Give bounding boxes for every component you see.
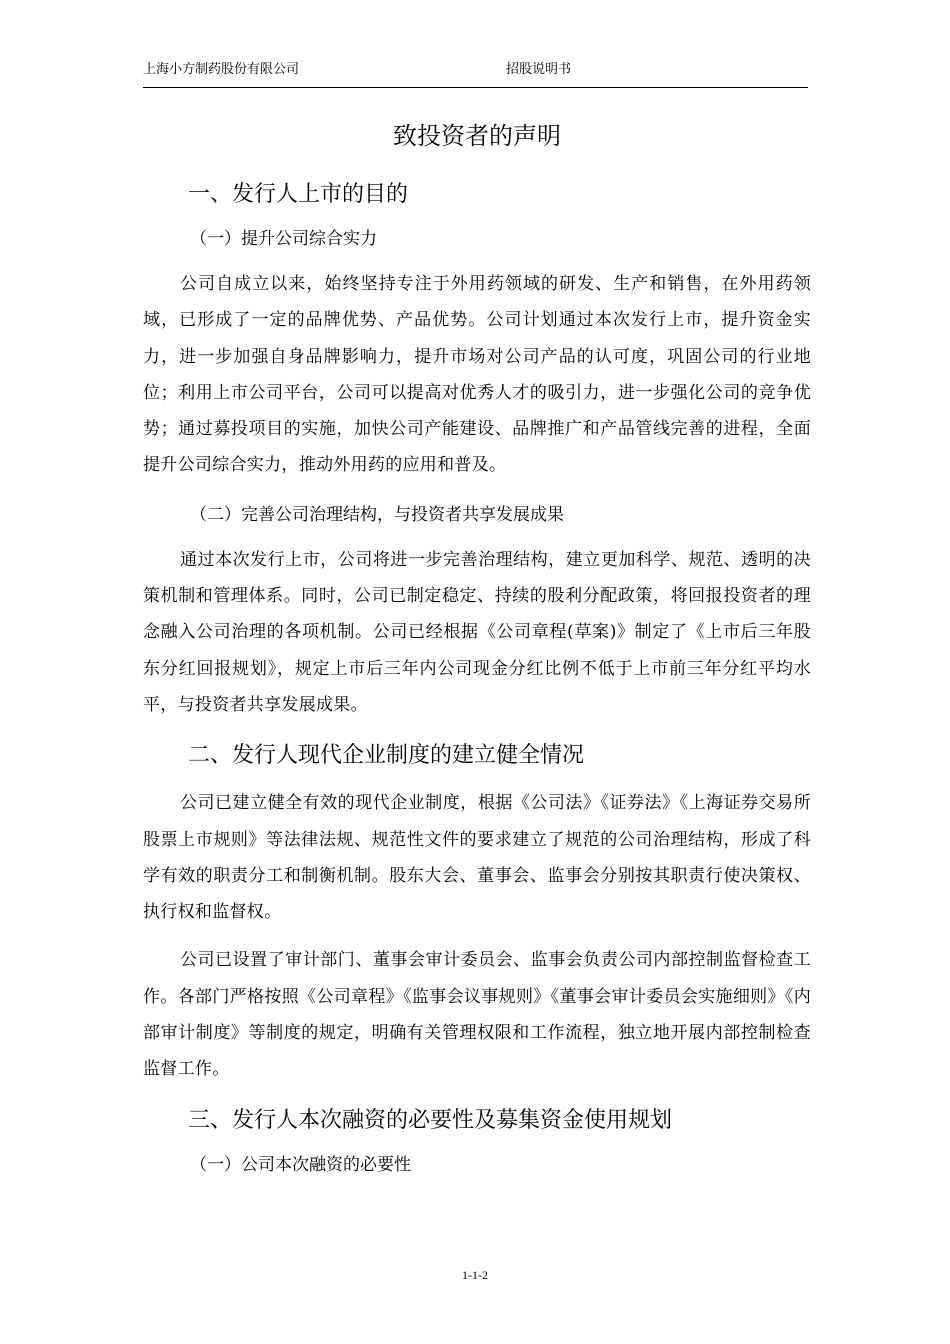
- paragraph-1-2: 通过本次发行上市，公司将进一步完善治理结构，建立更加科学、规范、透明的决策机制和管理体系。同时，公司已制定稳定、持续的股利分配政策，将回报投资者的理念融入公司治理的各项机制。公司已经根据《公司章程(草案)》制定了《上市后三年股东分红回报规划》，规定上市后三年内公司现金分红比例不低于上市前三年分红平均水平，与投资者共享发展成果。: [143, 549, 811, 715]
- page-number: 1-1-2: [462, 1268, 488, 1282]
- section-heading-3: 三、发行人本次融资的必要性及募集资金使用规划: [188, 1107, 673, 1133]
- subsection-heading-1-1: （一）提升公司综合实力: [190, 229, 377, 249]
- header-company-name: 上海小方制药股份有限公司: [143, 62, 300, 77]
- subsection-heading-3-1: （一）公司本次融资的必要性: [190, 1154, 411, 1175]
- paragraph-2-1: 公司已建立健全有效的现代企业制度，根据《公司法》《证券法》《上海证券交易所股票上市规则》等法律法规、规范性文件的要求建立了规范的公司治理结构，形成了科学有效的职责分工和制衡机制。股东大会、董事会、监事会分别按其职责行使决策权、执行权和监督权。: [143, 793, 811, 923]
- section-heading-1: 一、发行人上市的目的: [188, 182, 409, 207]
- paragraph-1-1: 公司自成立以来，始终坚持专注于外用药领域的研发、生产和销售，在外用药领域，已形成了一定的品牌优势、产品优势。公司计划通过本次发行上市，提升资金实力，进一步加强自身品牌影响力，提升市场对公司产品的认可度，巩固公司的行业地位；利用上市公司平台，公司可以提高对优秀人才的吸引力，进一步强化公司的竞争优势；通过募投项目的实施，加快公司产能建设、品牌推广和产品管线完善的进程，全面提升公司综合实力，推动外用药的应用和普及。: [143, 274, 811, 476]
- subsection-heading-1-2: （二）完善公司治理结构，与投资者共享发展成果: [190, 504, 564, 525]
- header-divider: [143, 87, 808, 88]
- section-heading-2: 二、发行人现代企业制度的建立健全情况: [188, 743, 585, 769]
- document-body: [143, 118, 811, 1180]
- document-title: 致投资者的声明: [393, 122, 561, 150]
- page-header: [143, 58, 808, 88]
- paragraph-2-2: 公司已设置了审计部门、董事会审计委员会、监事会负责公司内部控制监督检查工作。各部门严格按照《公司章程》《监事会议事规则》《董事会审计委员会实施细则》《内部审计制度》等制度的规定，明确有关管理权限和工作流程，独立地开展内部控制检查监督工作。: [143, 950, 811, 1080]
- header-document-type: 招股说明书: [506, 62, 572, 77]
